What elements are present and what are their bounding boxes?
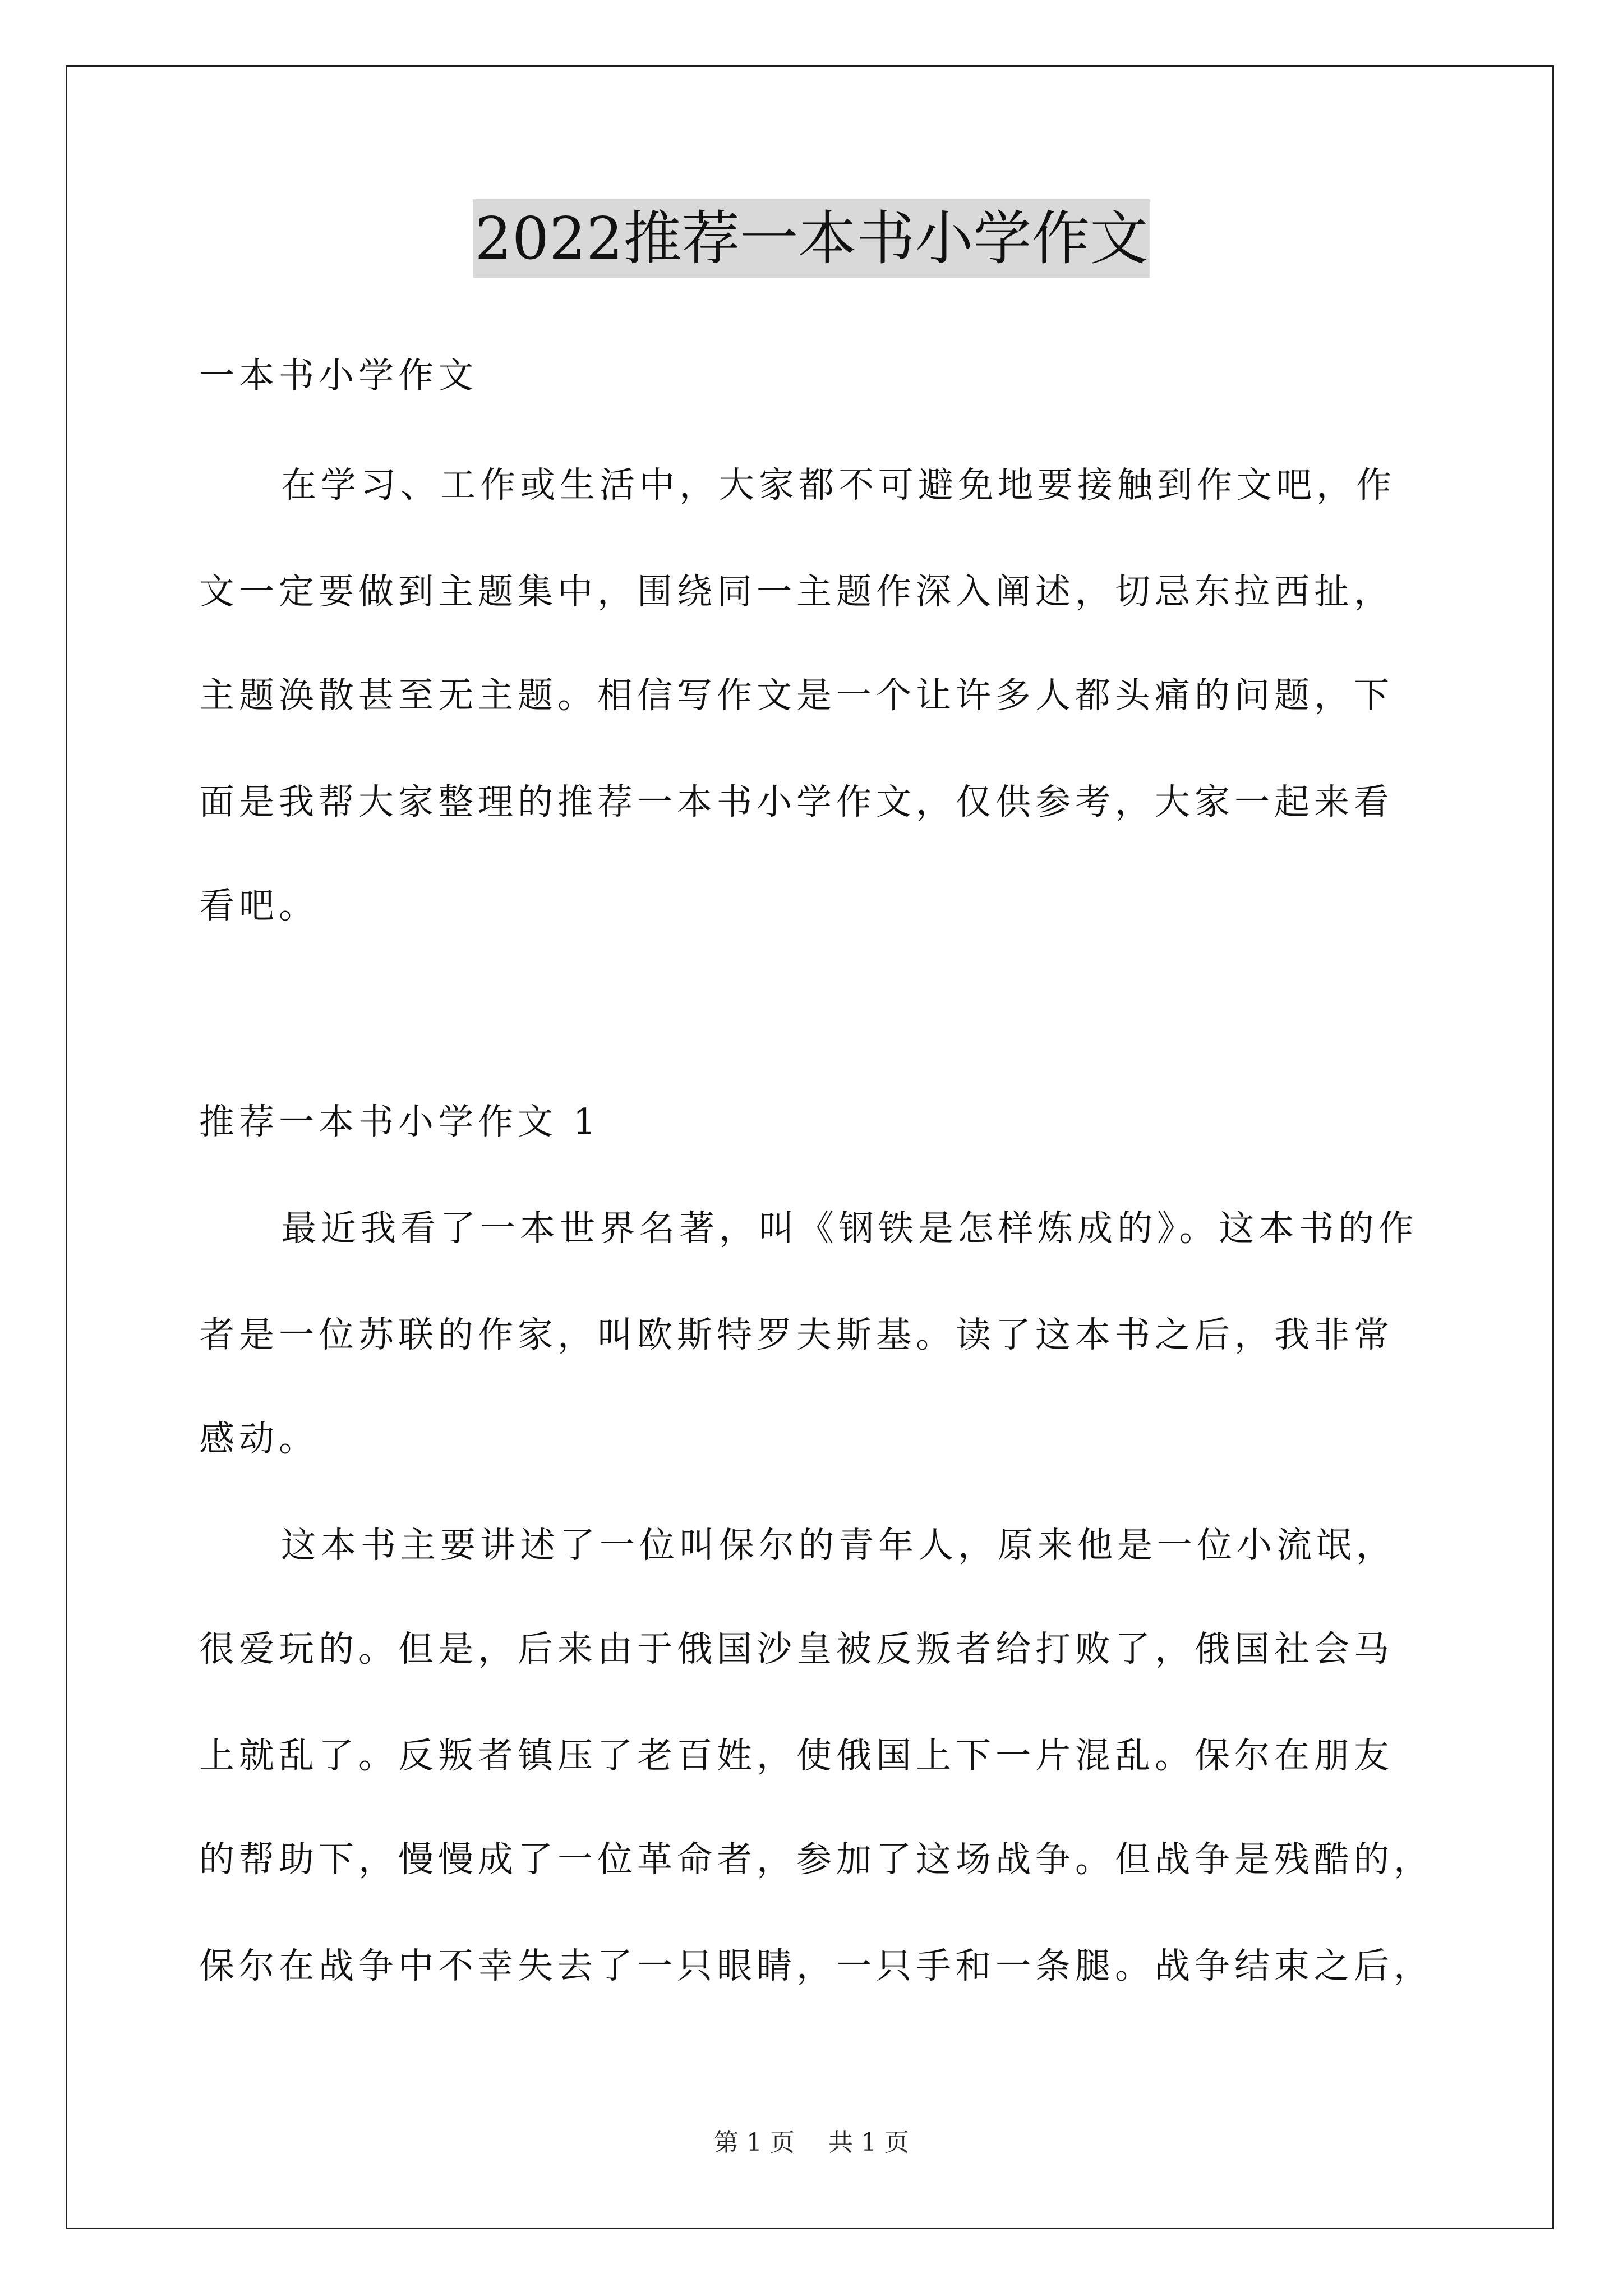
paragraph-line: 这本书主要讲述了一位叫保尔的青年人，原来他是一位小流氓， xyxy=(281,1525,1396,1566)
paragraph-line: 保尔在战争中不幸失去了一只眼睛，一只手和一条腿。战争结束之后， xyxy=(199,1945,1433,1986)
paragraph-line: 最近我看了一本世界名著，叫《钢铁是怎样炼成的》。这本书的作 xyxy=(281,1208,1418,1249)
title-container xyxy=(0,199,1623,278)
paragraph-line: 的帮助下，慢慢成了一位革命者，参加了这场战争。但战争是残酷的， xyxy=(199,1839,1433,1880)
section-heading: 推荐一本书小学作文 1 xyxy=(199,1101,601,1142)
document-title: 2022推荐一本书小学作文 xyxy=(473,199,1151,278)
intro-line: 在学习、工作或生活中，大家都不可避免地要接触到作文吧，作 xyxy=(281,464,1396,505)
page-number: 第 1 页 xyxy=(714,2128,795,2157)
paragraph-line: 者是一位苏联的作家，叫欧斯特罗夫斯基。读了这本书之后，我非常 xyxy=(199,1314,1394,1355)
paragraph-line: 上就乱了。反叛者镇压了老百姓，使俄国上下一片混乱。保尔在朋友 xyxy=(199,1735,1394,1776)
paragraph-line: 感动。 xyxy=(199,1418,319,1459)
intro-line: 面是我帮大家整理的推荐一本书小学作文，仅供参考，大家一起来看 xyxy=(199,781,1394,822)
paragraph-line: 很爱玩的。但是，后来由于俄国沙皇被反叛者给打败了，俄国社会马 xyxy=(199,1628,1394,1669)
subtitle: 一本书小学作文 xyxy=(199,355,478,396)
page-total: 共 1 页 xyxy=(828,2128,909,2157)
intro-line: 文一定要做到主题集中，围绕同一主题作深入阐述，切忌东拉西扯， xyxy=(199,571,1394,612)
intro-line: 看吧。 xyxy=(199,885,319,926)
intro-line: 主题涣散甚至无主题。相信写作文是一个让许多人都头痛的问题，下 xyxy=(199,675,1394,716)
page-footer xyxy=(0,2126,1623,2160)
